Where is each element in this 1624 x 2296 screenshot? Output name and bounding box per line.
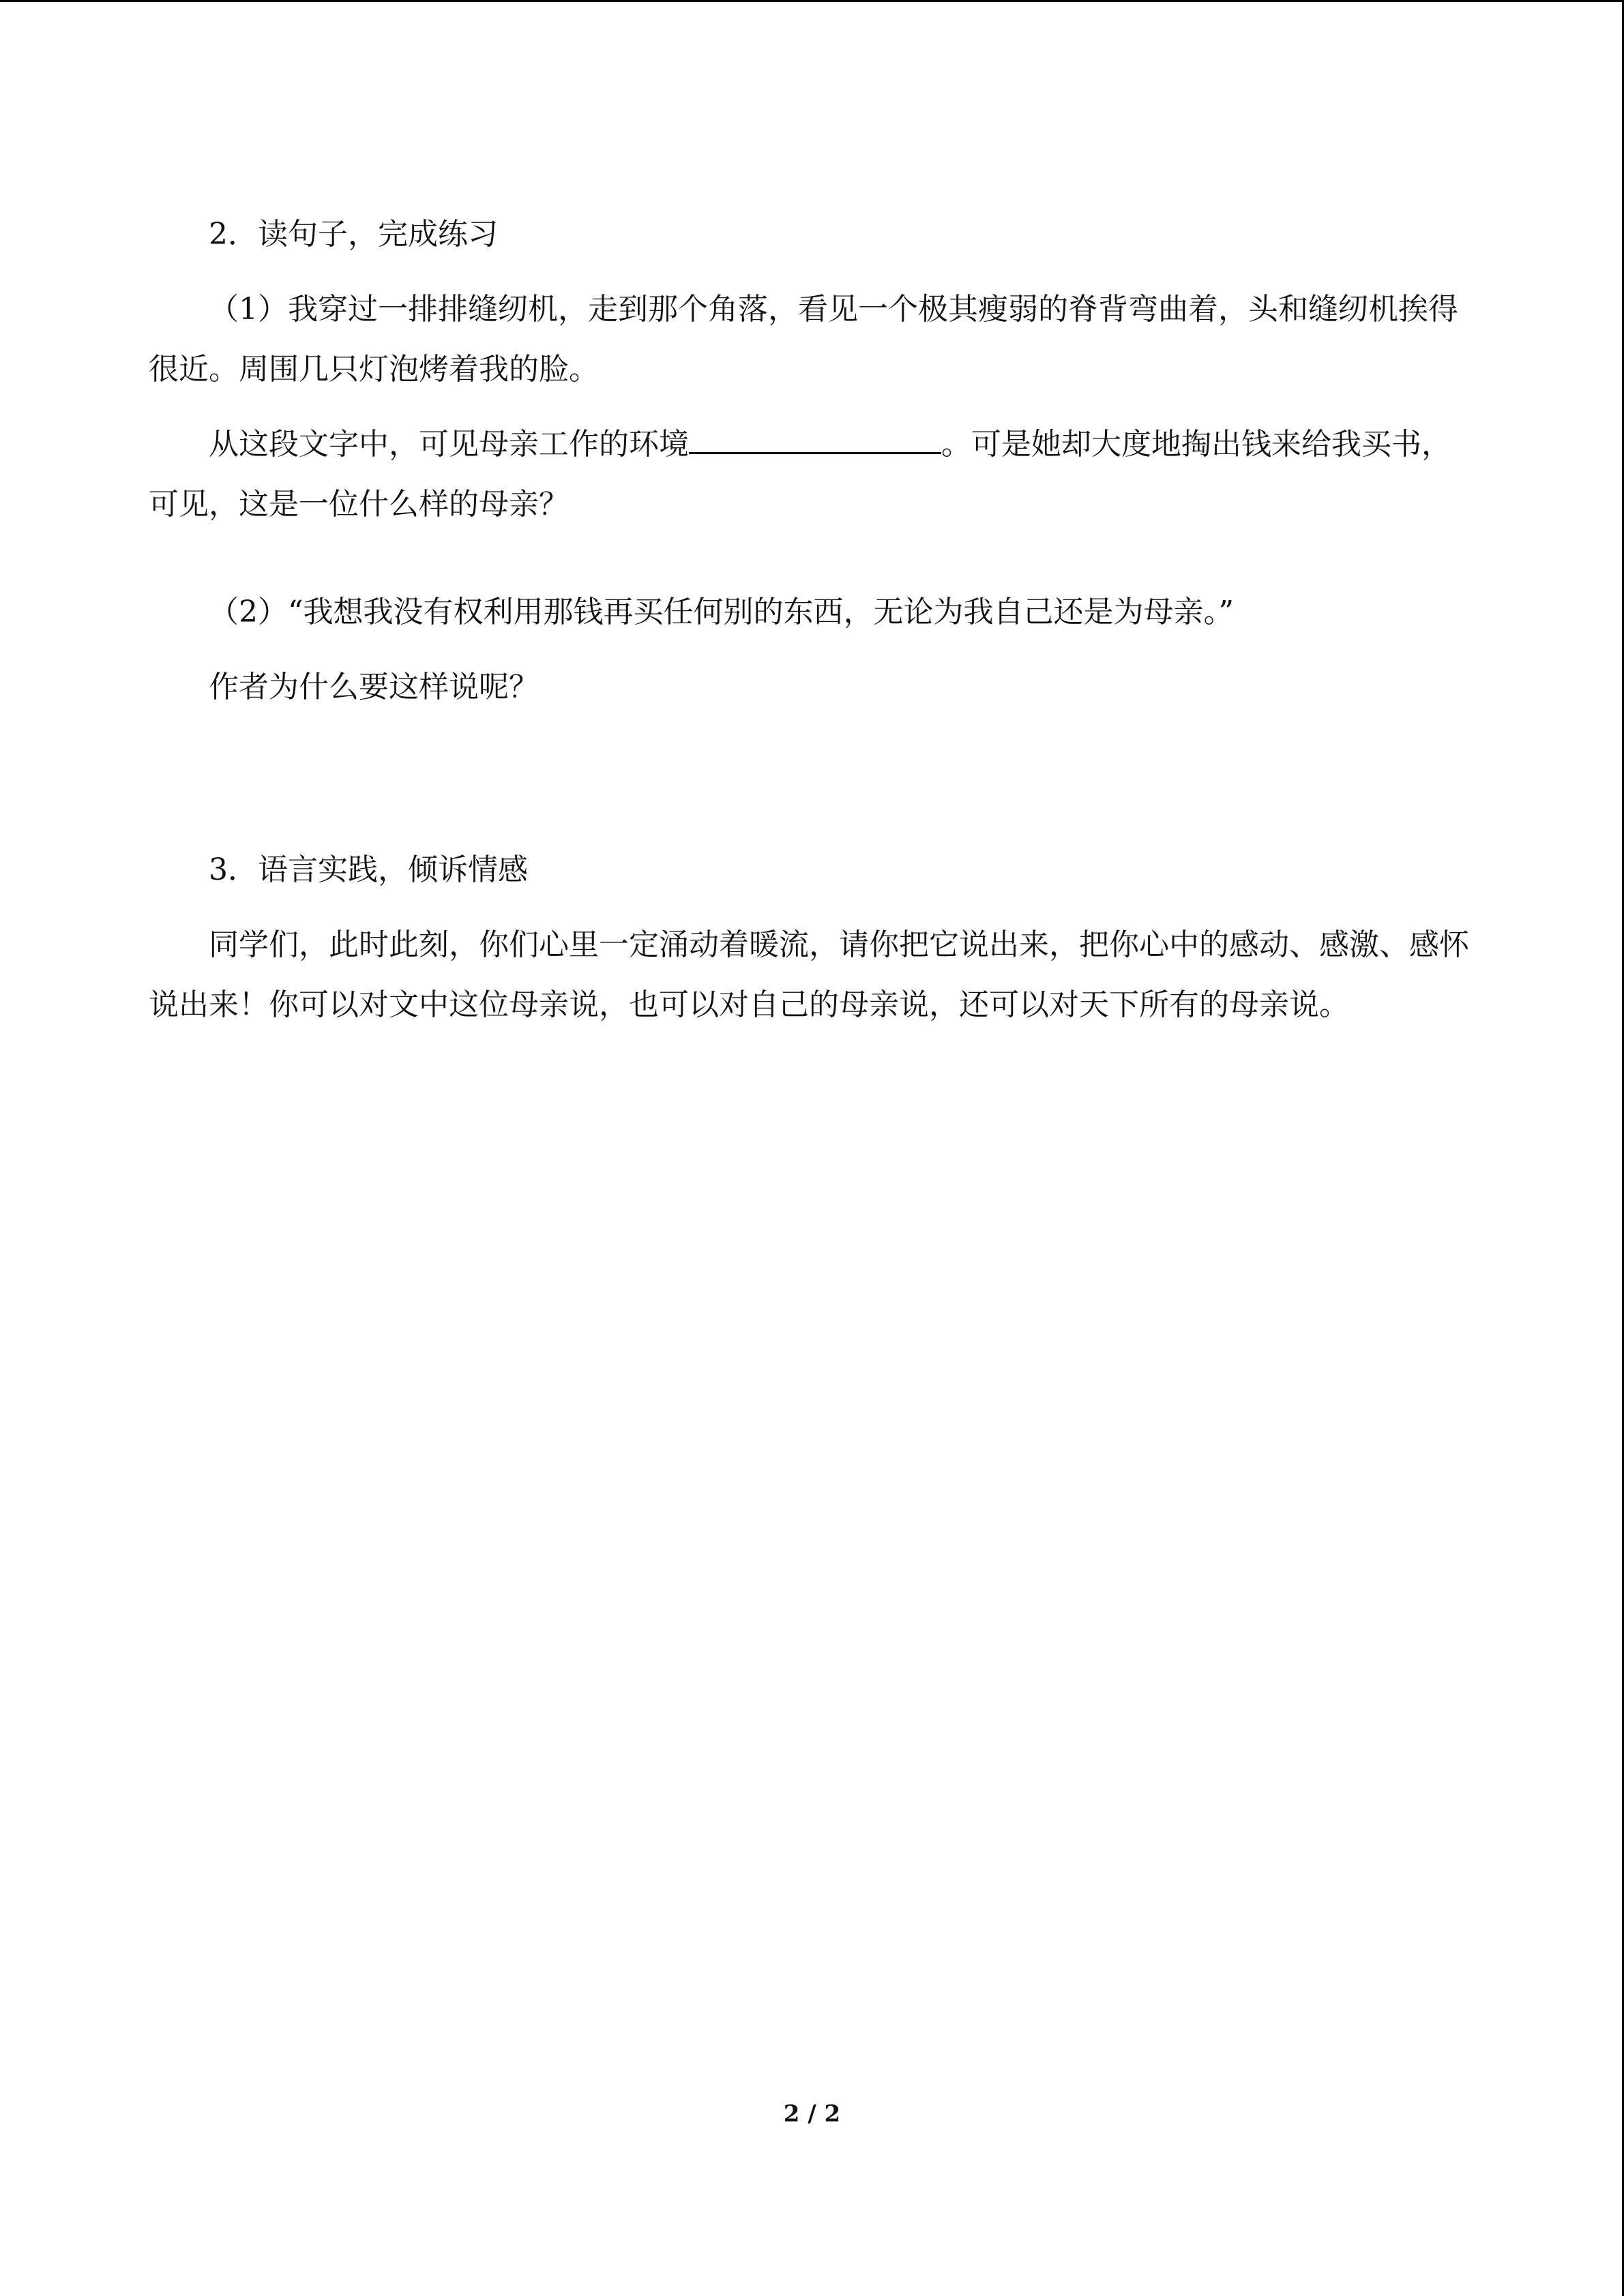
page-number: 2 / 2 [783,2100,841,2128]
section2-heading: 2．读句子，完成练习 [209,217,498,252]
section3-heading: 3．语言实践，倾诉情感 [209,852,528,887]
document-body [149,205,1479,1035]
answer-blank[interactable] [689,422,941,454]
question2-prompt: 作者为什么要这样说呢？ [209,670,539,704]
question2-passage: （2）“我想我没有权利用那钱再买任何别的东西，无论为我自己还是为母亲。” [209,595,1234,629]
question1-prompt-before: 从这段文字中，可见母亲工作的环境 [209,427,689,462]
question1-prompt-after: 。可是她却大度地掏出钱来给我买书，可见，这是一位什么样的母亲？ [149,427,1451,522]
question1-passage: （1）我穿过一排排缝纫机，走到那个角落，看见一个极其瘦弱的脊背弯曲着，头和缝纫机挨得很近。周围几只灯泡烤着我的脸。 [149,292,1458,387]
section3-body: 同学们，此时此刻，你们心里一定涌动着暖流，请你把它说出来，把你心中的感动、感激、感怀说出来！你可以对文中这位母亲说，也可以对自己的母亲说，还可以对天下所有的母亲说。 [149,927,1469,1022]
question1-prompt [149,415,1479,535]
top-border-line [0,0,1624,2]
